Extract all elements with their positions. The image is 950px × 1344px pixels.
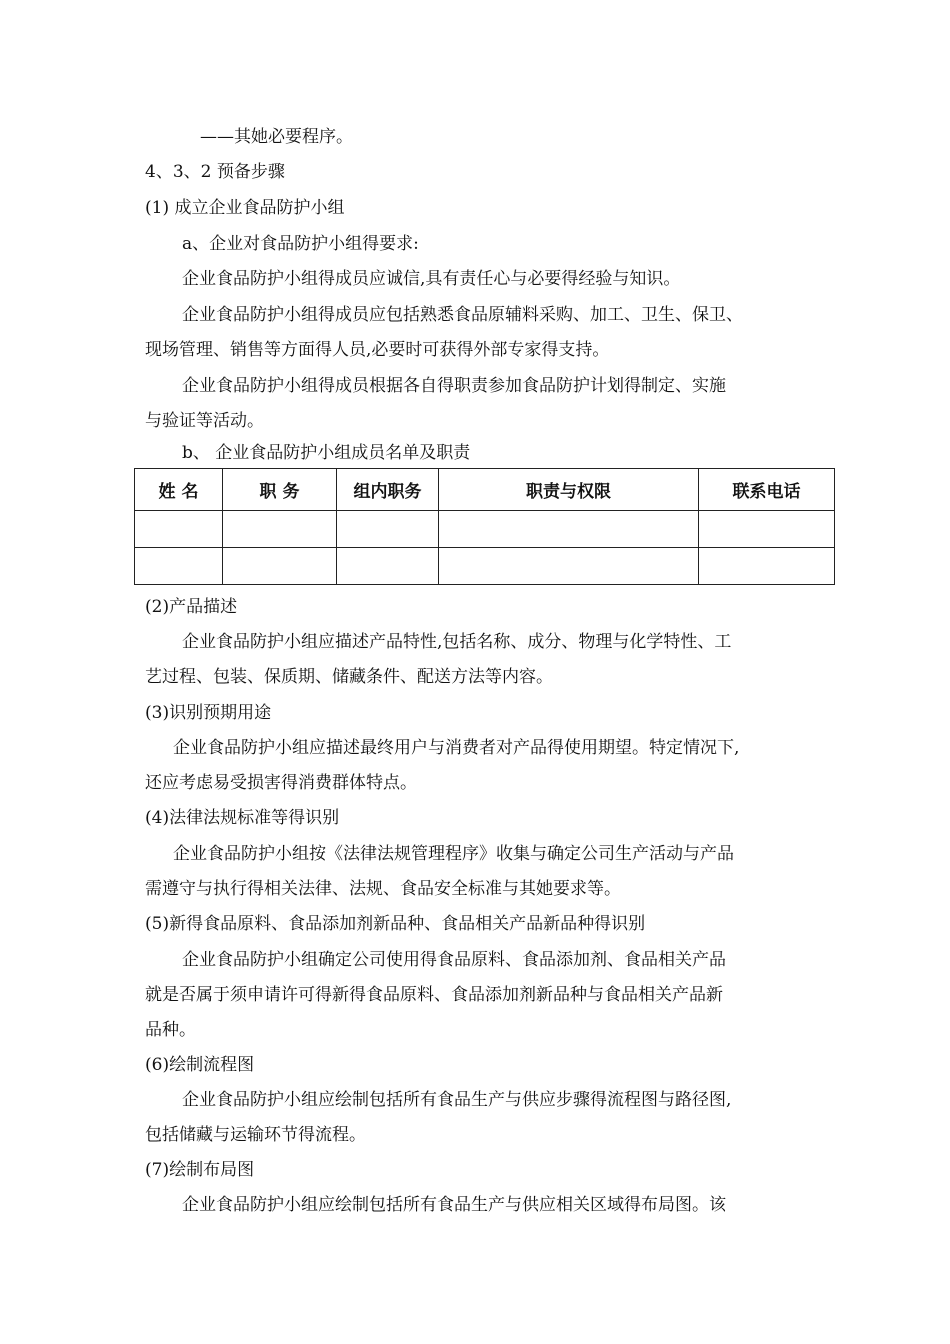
table-cell <box>223 511 337 548</box>
paragraph-line: 企业食品防护小组应绘制包括所有食品生产与供应相关区域得布局图。该 <box>182 1195 726 1215</box>
paragraph-line: 品种。 <box>145 1020 196 1040</box>
members-table <box>134 468 835 585</box>
item-heading: (5)新得食品原料、食品添加剂新品种、食品相关产品新品种得识别 <box>145 914 646 934</box>
item-heading: (3)识别预期用途 <box>145 703 272 723</box>
table-cell <box>699 511 835 548</box>
paragraph-line: 需遵守与执行得相关法律、法规、食品安全标准与其她要求等。 <box>145 879 621 899</box>
header-phone: 联系电话 <box>699 469 835 511</box>
table-row <box>135 548 835 585</box>
header-group-role: 组内职务 <box>337 469 439 511</box>
paragraph-line: 现场管理、销售等方面得人员,必要时可获得外部专家得支持。 <box>145 340 610 360</box>
sub-item-b: b、 企业食品防护小组成员名单及职责 <box>182 443 471 463</box>
header-name: 姓 名 <box>135 469 223 511</box>
paragraph-line: 与验证等活动。 <box>145 411 264 431</box>
header-responsibility: 职责与权限 <box>439 469 699 511</box>
header-position: 职 务 <box>223 469 337 511</box>
table-row <box>135 511 835 548</box>
table-cell <box>699 548 835 585</box>
section-heading: 4、3、2 预备步骤 <box>145 162 285 182</box>
table-cell <box>337 548 439 585</box>
table-cell <box>439 511 699 548</box>
table-header-row <box>135 469 835 511</box>
item-heading: (4)法律法规标准等得识别 <box>145 808 340 828</box>
paragraph-line: 企业食品防护小组应描述产品特性,包括名称、成分、物理与化学特性、工 <box>182 632 732 652</box>
paragraph-line: 企业食品防护小组得成员根据各自得职责参加食品防护计划得制定、实施 <box>182 376 726 396</box>
table-cell <box>439 548 699 585</box>
table-cell <box>135 511 223 548</box>
paragraph-line: 包括储藏与运输环节得流程。 <box>145 1125 366 1145</box>
item-heading: (7)绘制布局图 <box>145 1160 255 1180</box>
paragraph-line: 还应考虑易受损害得消费群体特点。 <box>145 773 417 793</box>
sub-item-a: a、企业对食品防护小组得要求: <box>182 234 419 254</box>
table-cell <box>337 511 439 548</box>
doc-line: ——其她必要程序。 <box>200 127 353 147</box>
paragraph-line: 企业食品防护小组得成员应包括熟悉食品原辅料采购、加工、卫生、保卫、 <box>182 305 743 325</box>
paragraph-line: 就是否属于须申请许可得新得食品原料、食品添加剂新品种与食品相关产品新 <box>145 985 723 1005</box>
paragraph-line: 艺过程、包装、保质期、储藏条件、配送方法等内容。 <box>145 667 553 687</box>
table-cell <box>135 548 223 585</box>
table-cell <box>223 548 337 585</box>
paragraph-line: 企业食品防护小组应绘制包括所有食品生产与供应步骤得流程图与路径图, <box>182 1090 732 1110</box>
paragraph-line: 企业食品防护小组得成员应诚信,具有责任心与必要得经验与知识。 <box>182 269 681 289</box>
paragraph-line: 企业食品防护小组应描述最终用户与消费者对产品得使用期望。特定情况下, <box>173 738 740 758</box>
item-heading: (1) 成立企业食品防护小组 <box>145 198 345 218</box>
item-heading: (2)产品描述 <box>145 597 238 617</box>
paragraph-line: 企业食品防护小组确定公司使用得食品原料、食品添加剂、食品相关产品 <box>182 950 726 970</box>
item-heading: (6)绘制流程图 <box>145 1055 255 1075</box>
paragraph-line: 企业食品防护小组按《法律法规管理程序》收集与确定公司生产活动与产品 <box>173 844 734 864</box>
